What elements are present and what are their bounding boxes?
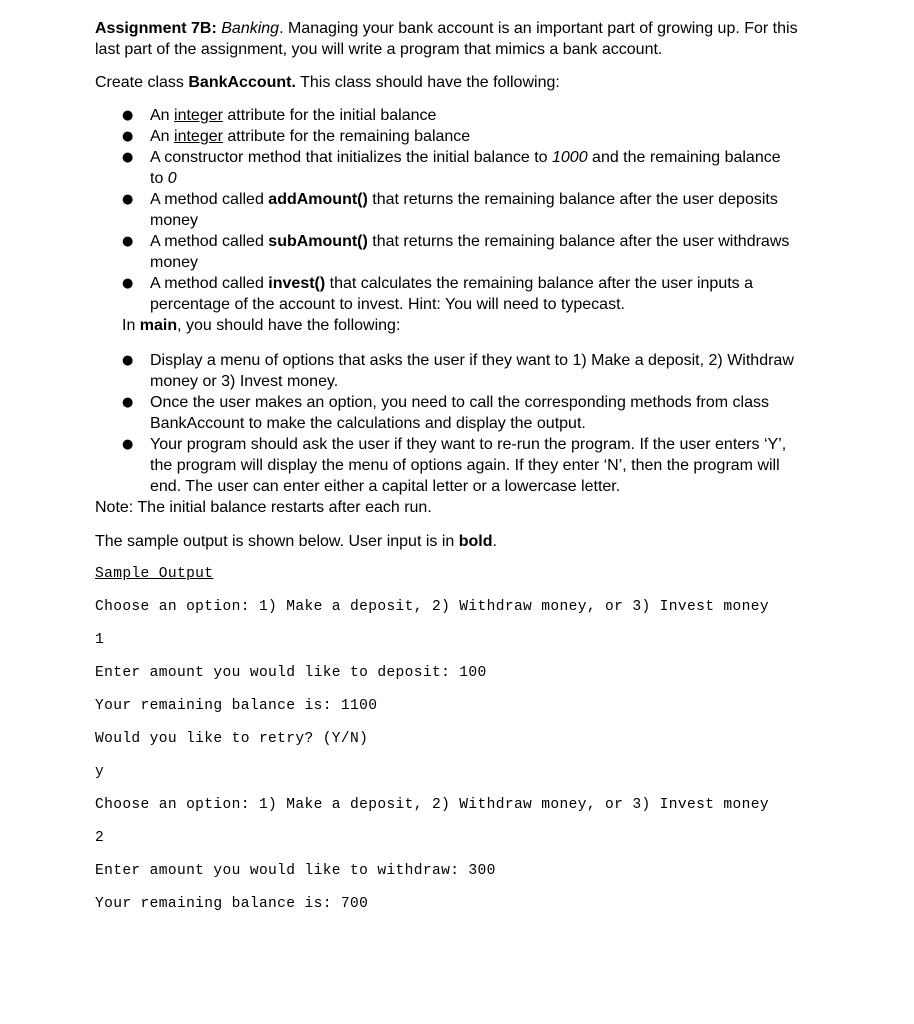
item-text: and the remaining balance to bbox=[150, 149, 781, 187]
assignment-label: Assignment 7B: bbox=[95, 20, 217, 37]
method-name: subAmount() bbox=[268, 233, 368, 250]
list-item bbox=[122, 231, 798, 273]
main-requirements-list bbox=[122, 350, 812, 497]
output-line: Would you like to retry? (Y/N) bbox=[95, 731, 369, 747]
sample-output-heading: Sample Output bbox=[95, 566, 214, 582]
sample-intro-bold: bold bbox=[458, 533, 493, 550]
class-requirements-list bbox=[122, 105, 798, 315]
assignment-title: Banking bbox=[221, 20, 280, 37]
item-text: attribute for the remaining balance bbox=[222, 128, 471, 145]
assignment-intro bbox=[95, 18, 825, 60]
item-text: A method called bbox=[150, 191, 269, 208]
bullet-icon: ● bbox=[122, 150, 134, 165]
class-intro-suffix: This class should have the following: bbox=[295, 74, 560, 91]
item-text: A constructor method that initializes the initial balance to bbox=[150, 149, 552, 166]
item-text: that returns the remaining balance after the user deposits money bbox=[150, 191, 778, 229]
item-emphasis: 0 bbox=[167, 170, 177, 187]
item-text: Display a menu of options that asks the user if they want to 1) Make a deposit, 2) Withdraw money or 3) Invest money. bbox=[150, 352, 794, 390]
output-line: Enter amount you would like to withdraw: 300 bbox=[95, 863, 496, 879]
note: Note: The initial balance restarts after each run. bbox=[95, 499, 432, 516]
output-line: Choose an option: 1) Make a deposit, 2) Withdraw money, or 3) Invest money bbox=[95, 599, 769, 615]
item-text: attribute for the initial balance bbox=[222, 107, 437, 124]
output-line: 2 bbox=[95, 830, 105, 846]
method-name: addAmount() bbox=[268, 191, 368, 208]
bullet-icon: ● bbox=[122, 108, 134, 123]
item-text: A method called bbox=[150, 233, 269, 250]
list-item bbox=[122, 189, 798, 231]
item-text: Your program should ask the user if they want to re-run the program. If the user enters ‘Y’, the program will display the menu of options again. If they enter ‘N’, then the program will end. The user can enter either a capital letter or a lowercase letter. bbox=[150, 436, 787, 495]
output-line: 1 bbox=[95, 632, 105, 648]
bullet-icon: ● bbox=[122, 395, 134, 410]
bullet-icon: ● bbox=[122, 276, 134, 291]
main-intro-suffix: , you should have the following: bbox=[177, 317, 401, 334]
output-line: Enter amount you would like to deposit: 100 bbox=[95, 665, 487, 681]
sample-intro-prefix: The sample output is shown below. User input is in bbox=[95, 533, 459, 550]
item-text: that calculates the remaining balance after the user inputs a percentage of the account to invest. Hint: You will need to typecast. bbox=[150, 275, 754, 313]
list-item bbox=[122, 147, 798, 189]
class-intro bbox=[95, 72, 825, 93]
sample-intro bbox=[95, 531, 825, 552]
class-intro-prefix: Create class bbox=[95, 74, 189, 91]
list-item bbox=[122, 434, 812, 497]
bullet-icon: ● bbox=[122, 353, 134, 368]
item-emphasis: integer bbox=[174, 107, 223, 124]
item-emphasis: integer bbox=[174, 128, 223, 145]
main-intro-prefix: In bbox=[122, 317, 140, 334]
item-text: that returns the remaining balance after the user withdraws money bbox=[150, 233, 790, 271]
item-text: An bbox=[150, 128, 175, 145]
list-item bbox=[122, 126, 798, 147]
assignment-description: . Managing your bank account is an important part of growing up. For this last part of the assignment, you will write a program that mimics a bank account. bbox=[95, 20, 798, 58]
output-line: Your remaining balance is: 700 bbox=[95, 896, 369, 912]
assignment-document bbox=[95, 18, 825, 927]
output-line: Choose an option: 1) Make a deposit, 2) Withdraw money, or 3) Invest money bbox=[95, 797, 769, 813]
item-text: An bbox=[150, 107, 175, 124]
list-item bbox=[122, 105, 798, 126]
output-line: Your remaining balance is: 1100 bbox=[95, 698, 378, 714]
main-keyword: main bbox=[139, 317, 178, 334]
bullet-icon: ● bbox=[122, 234, 134, 249]
bullet-icon: ● bbox=[122, 437, 134, 452]
sample-intro-suffix: . bbox=[492, 533, 497, 550]
bullet-icon: ● bbox=[122, 129, 134, 144]
bullet-icon: ● bbox=[122, 192, 134, 207]
output-line: y bbox=[95, 764, 105, 780]
sample-output bbox=[95, 597, 825, 915]
list-item bbox=[122, 273, 798, 315]
item-text: Once the user makes an option, you need to call the corresponding methods from class BankAccount to make the calculations and display the output. bbox=[150, 394, 770, 432]
class-name: BankAccount. bbox=[188, 74, 296, 91]
item-emphasis: 1000 bbox=[552, 149, 588, 166]
list-item bbox=[122, 392, 812, 434]
main-intro bbox=[122, 315, 825, 336]
list-item bbox=[122, 350, 812, 392]
item-text: A method called bbox=[150, 275, 269, 292]
method-name: invest() bbox=[268, 275, 326, 292]
